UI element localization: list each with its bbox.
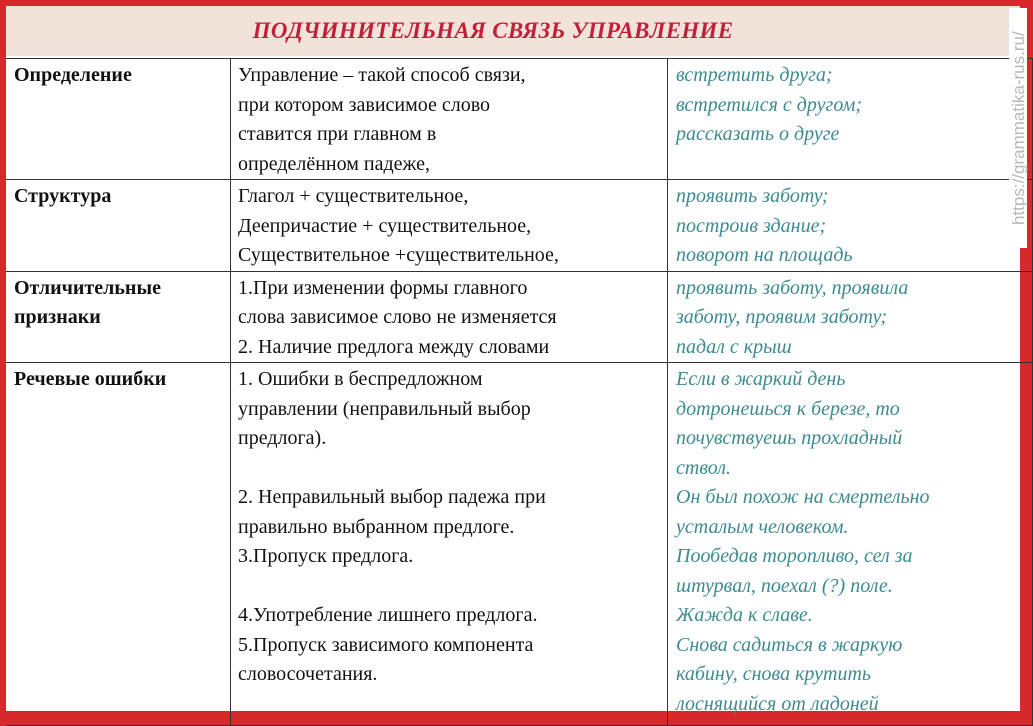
table-row-features	[6, 271, 1033, 363]
table-row-structure	[6, 180, 1033, 272]
row-examples: проявить заботу; построив здание; поворот на площадь	[668, 180, 1033, 272]
row-description: 1.При изменении формы главного слова зависимое слово не изменяется 2. Наличие предлога между словами	[231, 271, 668, 363]
row-label: Определение	[6, 59, 231, 180]
row-examples: Если в жаркий день дотронешься к березе, то почувствуешь прохладный ствол. Он был похож на смертельно усталым человеком. Пообедав торопливо, сел за штурвал, поехал (?) поле. Жажда к славе. Снова садиться в жаркую кабину, снова крутить лоснящийся от ладоней	[668, 363, 1033, 726]
spacer	[238, 572, 661, 602]
slide	[6, 6, 1028, 715]
row-description: Управление – такой способ связи, при котором зависимое слово ставится при главном в определённом падеже,	[231, 59, 668, 180]
row-label: Отличительные признаки	[6, 271, 231, 363]
table-row-definition	[6, 59, 1033, 180]
grammar-table	[6, 58, 1033, 726]
row-examples: проявить заботу, проявила заботу, проявим заботу; падал с крыш	[668, 271, 1033, 363]
page-title: ПОДЧИНИТЕЛЬНАЯ СВЯЗЬ УПРАВЛЕНИЕ	[252, 18, 734, 43]
row-label: Речевые ошибки	[6, 363, 231, 726]
row-examples: встретить друга; встретился с другом; рассказать о друге	[668, 59, 1033, 180]
title-bar	[6, 6, 1020, 56]
spacer	[238, 454, 661, 484]
watermark: https://grammatika-rus.ru/	[1009, 8, 1027, 248]
row-description: Глагол + существительное, Деепричастие + существительное, Существительное +существительное,	[231, 180, 668, 272]
row-label: Структура	[6, 180, 231, 272]
row-description: 1. Ошибки в беспредложном управлении (неправильный выбор предлога). 2. Неправильный выбор падежа при правильно выбранном предлоге. 3.Пропуск предлога. 4.Употребление лишнего предлога. 5.Пропуск зависимого компонента словосочетания.	[231, 363, 668, 726]
table-row-errors	[6, 363, 1033, 726]
